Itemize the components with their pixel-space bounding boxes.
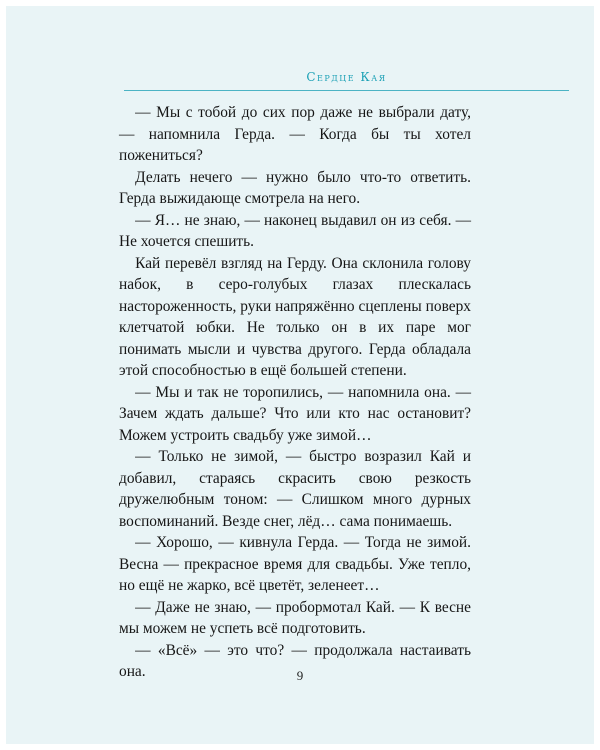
- book-page: [6, 6, 594, 744]
- running-header: [124, 68, 569, 91]
- paragraph: Делать нечего — нужно было что-то ответить. Герда выжидающе смотрела на него.: [119, 168, 471, 207]
- paragraph: Кай перевёл взгляд на Герду. Она склонила голову набок, в серо-голубых глазах плескалась настороженность, руки напряжённо сцеплены поверх клетчатой юбки. Не только он в их паре мог понимать мысли и чувства другого. Герда обладала этой способностью в ещё большей степени.: [119, 254, 471, 379]
- paragraph: — Только не зимой, — быстро возразил Кай и добавил, стараясь скрасить свою резкость дружелюбным тоном: — Слишком много дурных воспоминаний. Везде снег, лёд… сама понимаешь.: [119, 448, 471, 530]
- page-number: 9: [296, 668, 304, 683]
- paragraph: — Я… не знаю, — наконец выдавил он из себя. — Не хочется спешить.: [119, 211, 471, 250]
- running-title: Сердце Кая: [306, 70, 387, 84]
- paragraph: — Хорошо, — кивнула Герда. — Тогда не зимой. Весна — прекрасное время для свадьбы. Уже тепло, но ещё не жарко, всё цветёт, зеленеет…: [119, 534, 471, 594]
- paragraph: — Мы с тобой до сих пор даже не выбрали дату, — напомнила Герда. — Когда бы ты хотел пожениться?: [119, 104, 471, 164]
- paragraph: — Даже не знаю, — пробормотал Кай. — К весне мы можем не успеть всё подготовить.: [119, 598, 471, 637]
- body-text: [119, 102, 471, 683]
- paragraph: — «Всё» — это что? — продолжала настаивать она.: [119, 641, 471, 680]
- paragraph: — Мы и так не торопились, — напомнила она. — Зачем ждать дальше? Что или кто нас остановит? Можем устроить свадьбу уже зимой…: [119, 383, 471, 444]
